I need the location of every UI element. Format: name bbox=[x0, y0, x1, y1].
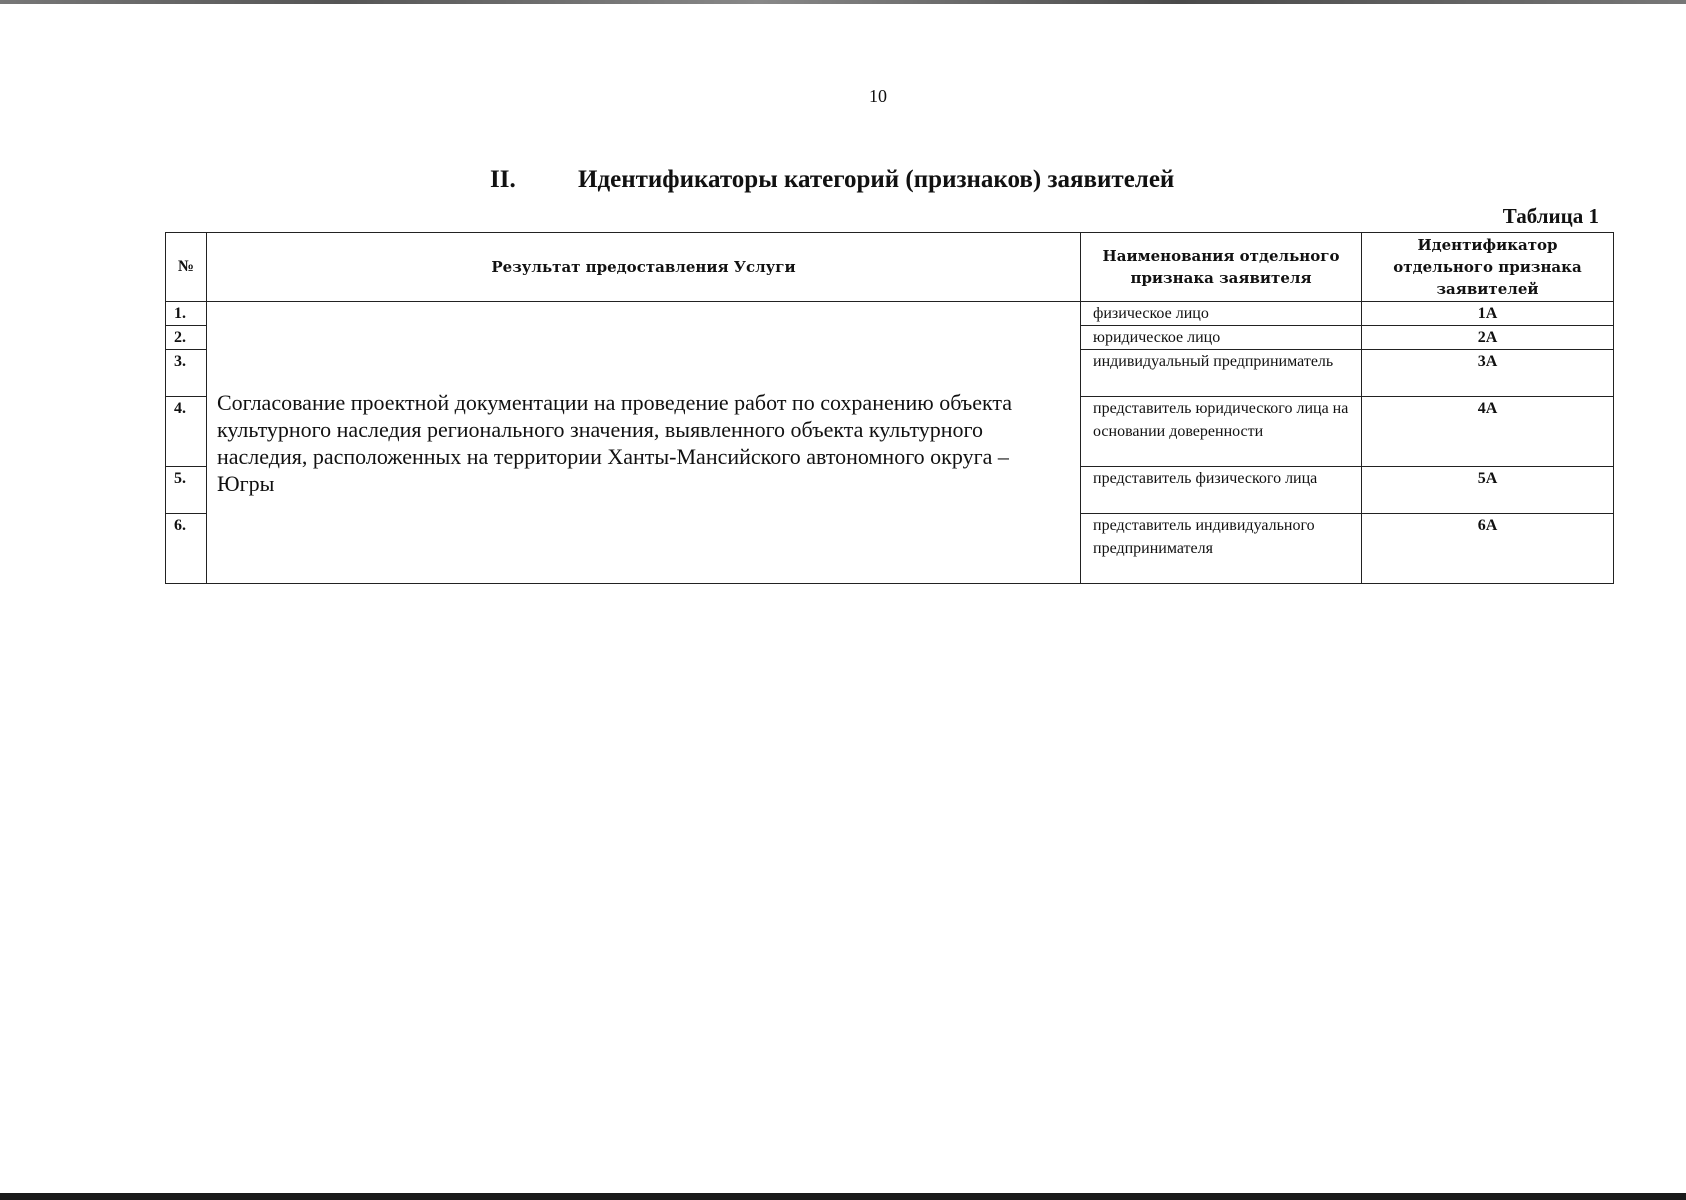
header-number: № bbox=[166, 233, 207, 302]
row-number: 5. bbox=[166, 467, 207, 514]
section-title-text: Идентификаторы категорий (признаков) заявителей bbox=[578, 166, 1175, 193]
applicant-categories-table bbox=[165, 232, 1614, 584]
identifier-cell: 4А bbox=[1362, 397, 1614, 467]
identifier-cell: 3А bbox=[1362, 350, 1614, 397]
header-feature-name: Наименования отдельного признака заявителя bbox=[1081, 233, 1362, 302]
page-number: 10 bbox=[869, 86, 887, 106]
header-identifier: Идентификатор отдельного признака заявителей bbox=[1362, 233, 1614, 302]
row-number: 6. bbox=[166, 514, 207, 584]
identifier-cell: 1А bbox=[1362, 302, 1614, 326]
identifier-cell: 6А bbox=[1362, 514, 1614, 584]
row-number: 4. bbox=[166, 397, 207, 467]
feature-name-cell: индивидуальный предприниматель bbox=[1081, 350, 1362, 397]
section-title bbox=[490, 166, 1174, 194]
identifier-cell: 2А bbox=[1362, 326, 1614, 350]
row-number: 3. bbox=[166, 350, 207, 397]
scan-edge-bottom bbox=[0, 1193, 1686, 1200]
scan-edge-top bbox=[0, 0, 1686, 4]
feature-name-cell: юридическое лицо bbox=[1081, 326, 1362, 350]
result-cell: Согласование проектной документации на проведение работ по сохранению объекта культурного наследия регионального значения, выявленного объекта культурного наследия, расположенных на территории Ханты-Мансийского автономного округа – Югры bbox=[207, 302, 1081, 584]
row-number: 2. bbox=[166, 326, 207, 350]
feature-name-cell: представитель юридического лица на основании доверенности bbox=[1081, 397, 1362, 467]
row-number: 1. bbox=[166, 302, 207, 326]
table-header-row bbox=[166, 233, 1614, 302]
section-number: II. bbox=[490, 166, 516, 193]
feature-name-cell: представитель физического лица bbox=[1081, 467, 1362, 514]
table-label: Таблица 1 bbox=[1502, 204, 1599, 228]
table-row bbox=[166, 302, 1614, 326]
feature-name-cell: представитель индивидуального предпринимателя bbox=[1081, 514, 1362, 584]
header-result: Результат предоставления Услуги bbox=[207, 233, 1081, 302]
feature-name-cell: физическое лицо bbox=[1081, 302, 1362, 326]
identifier-cell: 5А bbox=[1362, 467, 1614, 514]
